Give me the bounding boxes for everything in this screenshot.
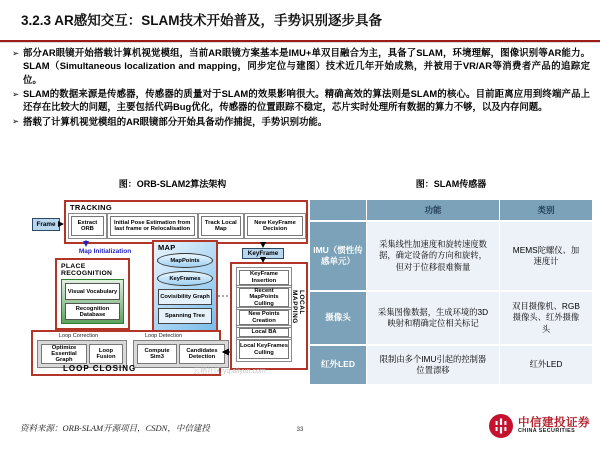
bullet-item xyxy=(12,46,590,86)
new-points-creation-node: New Points Creation xyxy=(239,310,289,325)
extract-orb-node: Extract ORB xyxy=(71,216,104,236)
table-cell-imu-category: MEMS陀螺仪、加速度计 xyxy=(500,222,592,290)
map-title: MAP xyxy=(158,243,176,252)
loop-detection-label: Loop Detection xyxy=(145,333,182,339)
loop-detection-container xyxy=(133,340,229,368)
mappoints-node: MapPoints xyxy=(157,253,213,268)
candidates-detection-node: Candidates Detection xyxy=(179,344,225,364)
bullet-text: 搭载了计算机视觉模组的AR眼镜部分开始具备动作捕捉，手势识别功能。 xyxy=(23,115,328,127)
table-cell-irled-function: 限制由多个IMU引起的控制器位置漂移 xyxy=(367,346,499,384)
new-keyframe-decision-node: New KeyFrame Decision xyxy=(247,216,303,236)
source-note: 资料来源：ORB-SLAM开源项目，CSDN，中信建投 xyxy=(20,423,210,433)
tracking-module xyxy=(64,200,308,244)
table-cell-camera-function: 采集图像数据，生成环境的3D映射和精确定位相关标记 xyxy=(367,292,499,344)
local-mapping-module xyxy=(230,262,308,370)
bullet-marker-icon: ➢ xyxy=(12,116,20,127)
keyframe-node: KeyFrame xyxy=(242,248,284,259)
table-cell-imu-function: 采集线性加速度和旋转速度数据，确定设备的方向和旋转，但对于位移很难衡量 xyxy=(367,222,499,290)
visual-vocabulary-node: Visual Vocabulary xyxy=(65,283,120,300)
left-figure-caption: 图：ORB-SLAM2算法架构 xyxy=(118,179,227,189)
vocabulary-container xyxy=(61,279,124,324)
place-recognition-module xyxy=(55,258,130,330)
table-header-category: 类别 xyxy=(500,200,592,220)
frame-node: Frame xyxy=(32,218,60,231)
loop-correction-label: Loop Correction xyxy=(59,333,99,339)
compute-sim3-node: Compute Sim3 xyxy=(137,344,177,364)
bullet-list xyxy=(12,46,590,129)
local-mapping-title: LOCAL MAPPING xyxy=(291,290,305,324)
bullet-marker-icon: ➢ xyxy=(12,47,20,58)
company-logo-icon xyxy=(488,413,514,439)
keyframe-insertion-node: KeyFrame Insertion xyxy=(239,270,289,285)
table-corner-cell xyxy=(310,200,366,220)
page-title: 3.2.3 AR感知交互：SLAM技术开始普及，手势识别逐步具备 xyxy=(21,13,383,28)
watermark: 云栖社区 yq.aliyun.com xyxy=(193,368,266,375)
table-row-header-imu: IMU（惯性传感单元） xyxy=(310,222,366,290)
table-row-header-camera: 摄像头 xyxy=(310,292,366,344)
tracking-title: TRACKING xyxy=(70,203,112,212)
map-initialization-label: Map Initialization xyxy=(78,248,132,255)
orb-slam2-diagram xyxy=(30,192,315,384)
initial-pose-estimation-node: Initial Pose Estimation from last frame or Relocalisation xyxy=(110,216,195,236)
right-figure-caption: 图：SLAM传感器 xyxy=(415,179,487,189)
bullet-marker-icon: ➢ xyxy=(12,88,20,99)
spanning-tree-node: Spanning Tree xyxy=(158,308,212,324)
sensor-table xyxy=(310,200,592,384)
table-cell-camera-category: 双目摄像机、RGB摄像头、红外摄像头 xyxy=(500,292,592,344)
track-local-map-node: Track Local Map xyxy=(201,216,242,236)
local-keyframes-culling-node: Local KeyFrames Culling xyxy=(239,340,289,359)
covisibility-graph-node: Covisibility Graph xyxy=(158,289,212,305)
table-cell-irled-category: 红外LED xyxy=(500,346,592,384)
map-module xyxy=(152,240,218,332)
recent-mappoints-culling-node: Recent MapPoints Culling xyxy=(239,288,289,307)
title-divider xyxy=(0,40,600,43)
bullet-item xyxy=(12,115,590,128)
table-header-function: 功能 xyxy=(367,200,499,220)
optimize-essential-graph-node: Optimize Essential Graph xyxy=(41,344,87,364)
place-recognition-title: PLACE RECOGNITION xyxy=(61,263,113,278)
local-ba-node: Local BA xyxy=(239,328,289,337)
loop-closing-title: LOOP CLOSING xyxy=(63,364,137,373)
table-row-header-irled: 红外LED xyxy=(310,346,366,384)
recognition-database-node: Recognition Database xyxy=(65,303,120,320)
bullet-text: 部分AR眼镜开始搭载计算机视觉模组，当前AR眼镜方案基本是IMU+单双目融合为主，具备了SLAM，环境理解，图像识别等AR能力。SLAM（Simultaneous localization and mapping，同步定位与建图）技术近几年开始成熟，并被用于VR/AR等消费者产品的追踪定位。 xyxy=(23,47,590,85)
bullet-text: SLAM的数据来源是传感器，传感器的质量对于SLAM的效果影响很大。精确高效的算法则是SLAM的核心。目前距离应用到终端产品上还存在比较大的问题，主要包括代码Bug优化，传感器的位置跟踪不稳定，芯片实时处理所有数据的算力不够，以及内存问题。 xyxy=(23,88,590,113)
bullet-item xyxy=(12,87,590,114)
logo-english-name: CHINA SECURITIES xyxy=(518,428,576,435)
keyframes-node: KeyFrames xyxy=(157,271,213,286)
loop-fusion-node: Loop Fusion xyxy=(89,344,123,364)
company-logo xyxy=(488,413,590,439)
page-number: 33 xyxy=(296,427,304,433)
logo-chinese-name: 中信建投证券 xyxy=(518,417,590,430)
